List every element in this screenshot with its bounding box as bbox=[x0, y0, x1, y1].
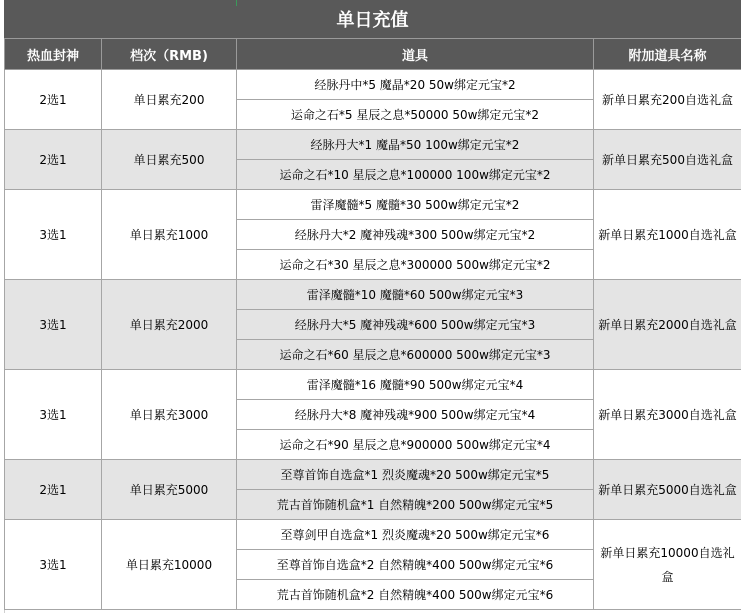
item-cell[interactable]: 运命之石*5 星辰之息*50000 50w绑定元宝*2 bbox=[237, 100, 594, 130]
header-cell-1[interactable]: 热血封神 bbox=[5, 39, 102, 70]
item-cell[interactable]: 运命之石*10 星辰之息*100000 100w绑定元宝*2 bbox=[237, 160, 594, 190]
header-row bbox=[5, 39, 741, 70]
choice-cell[interactable]: 3选1 bbox=[5, 370, 102, 460]
choice-cell[interactable]: 3选1 bbox=[5, 280, 102, 370]
tier-cell[interactable]: 单日累充1000 bbox=[102, 190, 237, 280]
choice-cell[interactable]: 3选1 bbox=[5, 520, 102, 610]
item-cell[interactable]: 雷泽魔髓*16 魔髓*90 500w绑定元宝*4 bbox=[237, 370, 594, 400]
extra-item-cell[interactable]: 新单日累充10000自选礼盒 bbox=[594, 520, 741, 610]
header-cell-3[interactable]: 道具 bbox=[237, 39, 594, 70]
extra-item-cell[interactable]: 新单日累充3000自选礼盒 bbox=[594, 370, 741, 460]
item-cell[interactable]: 经脉丹中*5 魔晶*20 50w绑定元宝*2 bbox=[237, 70, 594, 100]
item-cell[interactable]: 经脉丹大*1 魔晶*50 100w绑定元宝*2 bbox=[237, 130, 594, 160]
tier-cell[interactable]: 单日累充3000 bbox=[102, 370, 237, 460]
table-row bbox=[5, 130, 741, 160]
table-row bbox=[5, 280, 741, 310]
selected-cell-border bbox=[236, 0, 237, 6]
item-cell[interactable]: 运命之石*30 星辰之息*300000 500w绑定元宝*2 bbox=[237, 250, 594, 280]
extra-item-cell[interactable]: 新单日累充2000自选礼盒 bbox=[594, 280, 741, 370]
item-cell[interactable]: 雷泽魔髓*5 魔髓*30 500w绑定元宝*2 bbox=[237, 190, 594, 220]
table-row bbox=[5, 370, 741, 400]
table-row bbox=[5, 70, 741, 100]
item-cell[interactable]: 运命之石*90 星辰之息*900000 500w绑定元宝*4 bbox=[237, 430, 594, 460]
item-cell[interactable]: 经脉丹大*5 魔神残魂*600 500w绑定元宝*3 bbox=[237, 310, 594, 340]
header-cell-4[interactable]: 附加道具名称 bbox=[594, 39, 741, 70]
extra-item-cell[interactable]: 新单日累充200自选礼盒 bbox=[594, 70, 741, 130]
item-cell[interactable]: 至尊首饰自选盒*1 烈炎魔魂*20 500w绑定元宝*5 bbox=[237, 460, 594, 490]
extra-item-cell[interactable]: 新单日累充500自选礼盒 bbox=[594, 130, 741, 190]
item-cell[interactable]: 荒古首饰随机盒*2 自然精魄*400 500w绑定元宝*6 bbox=[237, 580, 594, 610]
table-row bbox=[5, 520, 741, 550]
choice-cell[interactable]: 2选1 bbox=[5, 460, 102, 520]
tier-cell[interactable]: 单日累充500 bbox=[102, 130, 237, 190]
table-row bbox=[5, 190, 741, 220]
header-cell-2[interactable]: 档次（RMB) bbox=[102, 39, 237, 70]
extra-item-cell[interactable]: 新单日累充1000自选礼盒 bbox=[594, 190, 741, 280]
extra-item-cell[interactable]: 新单日累充5000自选礼盒 bbox=[594, 460, 741, 520]
tier-cell[interactable]: 单日累充5000 bbox=[102, 460, 237, 520]
item-cell[interactable]: 运命之石*60 星辰之息*600000 500w绑定元宝*3 bbox=[237, 340, 594, 370]
item-cell[interactable]: 至尊剑甲自选盒*1 烈炎魔魂*20 500w绑定元宝*6 bbox=[237, 520, 594, 550]
item-cell[interactable]: 经脉丹大*8 魔神残魂*900 500w绑定元宝*4 bbox=[237, 400, 594, 430]
choice-cell[interactable]: 2选1 bbox=[5, 70, 102, 130]
item-cell[interactable]: 荒古首饰随机盒*1 自然精魄*200 500w绑定元宝*5 bbox=[237, 490, 594, 520]
table-body bbox=[5, 70, 741, 610]
item-cell[interactable]: 雷泽魔髓*10 魔髓*60 500w绑定元宝*3 bbox=[237, 280, 594, 310]
recharge-table bbox=[4, 38, 741, 610]
tier-cell[interactable]: 单日累充10000 bbox=[102, 520, 237, 610]
tier-cell[interactable]: 单日累充2000 bbox=[102, 280, 237, 370]
choice-cell[interactable]: 3选1 bbox=[5, 190, 102, 280]
item-cell[interactable]: 经脉丹大*2 魔神残魂*300 500w绑定元宝*2 bbox=[237, 220, 594, 250]
item-cell[interactable]: 至尊首饰自选盒*2 自然精魄*400 500w绑定元宝*6 bbox=[237, 550, 594, 580]
table-row bbox=[5, 460, 741, 490]
tier-cell[interactable]: 单日累充200 bbox=[102, 70, 237, 130]
sheet-title: 单日充值 bbox=[4, 0, 741, 39]
choice-cell[interactable]: 2选1 bbox=[5, 130, 102, 190]
